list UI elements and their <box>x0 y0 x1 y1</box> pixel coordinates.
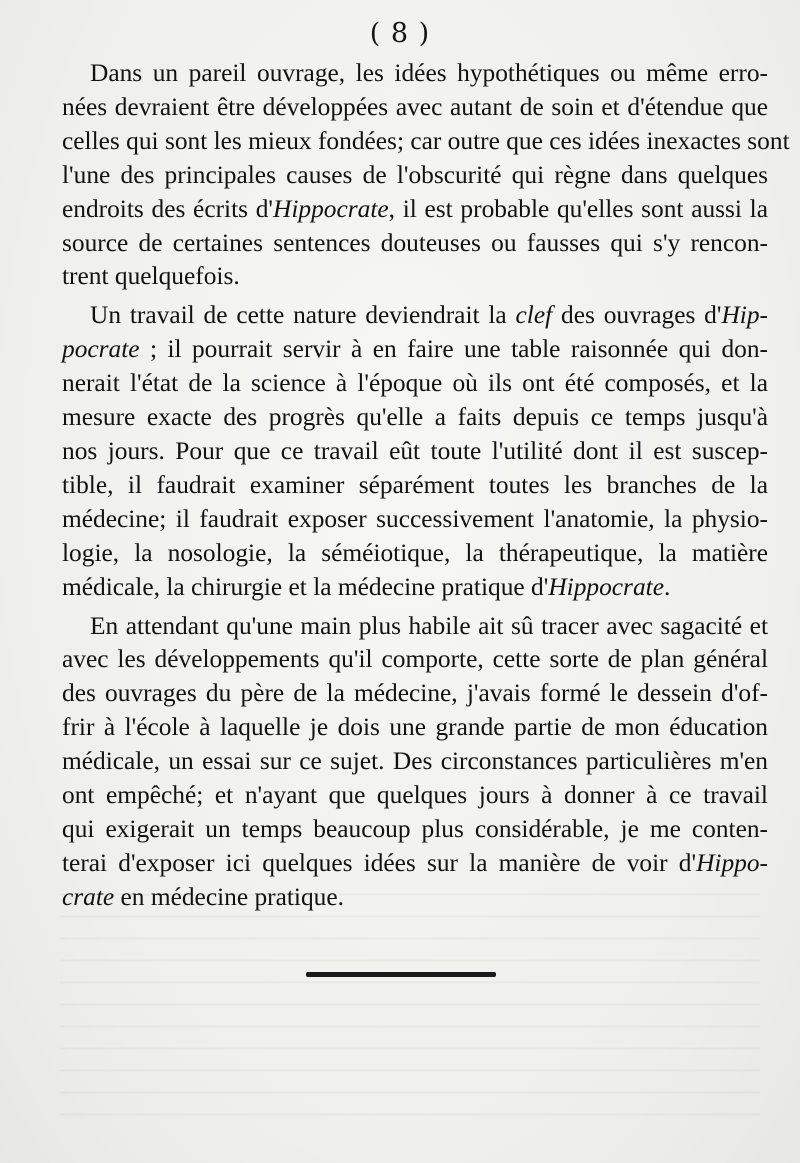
text-line: qui exigerait un temps beaucoup plus considérable, je me conten- <box>62 814 768 843</box>
text-line: source de certaines sentences douteuses ou fausses qui s'y rencon- <box>62 228 768 257</box>
text-line: tible, il faudrait examiner séparément toutes les branches de la <box>62 470 768 499</box>
text-line: médicale, la chirurgie et la médecine pratique d'Hippocrate. <box>62 572 671 601</box>
text-line: Dans un pareil ouvrage, les idées hypothétiques ou même erro- <box>90 59 768 87</box>
text-line: nos jours. Pour que ce travail eût toute l'utilité dont il est suscep- <box>62 436 768 465</box>
paragraph-1 <box>34 57 790 294</box>
text-line: mesure exacte des progrès qu'elle a faits depuis ce temps jusqu'à <box>62 403 768 432</box>
text-line: l'une des principales causes de l'obscurité qui règne dans quelques <box>62 160 768 189</box>
text-line: logie, la nosologie, la séméiotique, la thérapeutique, la matière <box>62 538 768 567</box>
text-line: ont empêché; et n'ayant que quelques jours à donner à ce travail <box>62 781 768 810</box>
text-line: avec les développements qu'il comporte, cette sorte de plan général <box>62 645 768 674</box>
text-line: médicale, un essai sur ce sujet. Des circonstances particulières m'en <box>62 747 768 776</box>
body-text <box>34 57 790 920</box>
paragraph-2 <box>34 299 768 604</box>
text-line: Un travail de cette nature deviendrait la clef des ouvrages d'Hip- <box>90 301 768 330</box>
text-line: des ouvrages du père de la médecine, j'avais formé le dessein d'of- <box>62 679 768 708</box>
text-line: celles qui sont les mieux fondées; car outre que ces idées inexactes sont <box>62 126 790 155</box>
text-line: nerait l'état de la science à l'époque où ils ont été composés, et la <box>62 369 768 398</box>
text-line: médecine; il faudrait exposer successivement l'anatomie, la physio- <box>62 504 768 533</box>
text-line: pocrate ; il pourrait servir à en faire une table raisonnée qui don- <box>62 335 768 364</box>
section-rule <box>306 972 496 977</box>
text-line: nées devraient être développées avec autant de soin et d'étendue que <box>62 92 768 121</box>
page-number: ( 8 ) <box>369 18 431 49</box>
text-line: trent quelquefois. <box>62 262 240 291</box>
text-line: terai d'exposer ici quelques idées sur la manière de voir d'Hippo- <box>62 848 768 877</box>
text-line: frir à l'école à laquelle je dois une grande partie de mon éducation <box>62 713 768 742</box>
paragraph-3 <box>34 610 768 915</box>
text-line: endroits des écrits d'Hippocrate, il est probable qu'elles sont aussi la <box>62 194 768 223</box>
text-line: crate en médecine pratique. <box>62 882 344 911</box>
text-line: En attendant qu'une main plus habile ait sû tracer avec sagacité et <box>90 611 768 640</box>
